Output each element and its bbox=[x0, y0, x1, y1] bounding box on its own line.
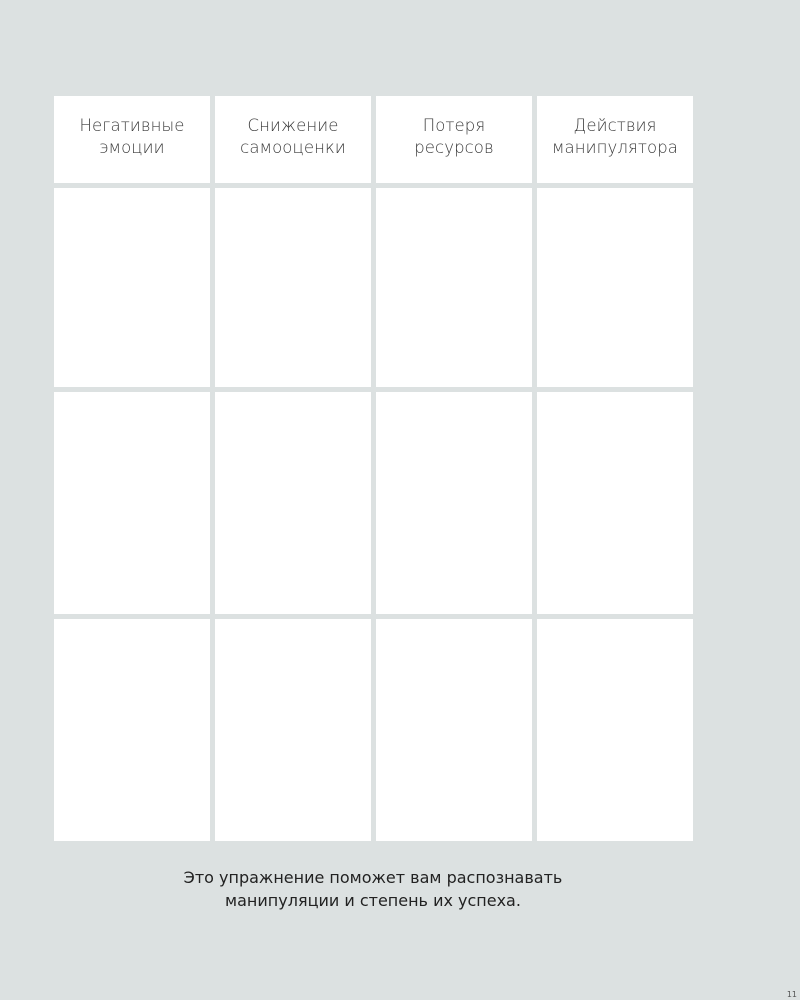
header-self-esteem-decrease: Снижение самооценки bbox=[215, 96, 371, 183]
entry-cell[interactable] bbox=[215, 619, 371, 841]
entry-cell[interactable] bbox=[215, 392, 371, 614]
exercise-caption: Это упражнение поможет вам распознавать манипуляции и степень их успеха. bbox=[183, 868, 563, 910]
page-number: 11 bbox=[786, 990, 797, 999]
entry-cell[interactable] bbox=[537, 619, 693, 841]
header-manipulator-actions: Действия манипулятора bbox=[537, 96, 693, 183]
header-negative-emotions: Негативные эмоции bbox=[54, 96, 210, 183]
header-resource-loss: Потеря ресурсов bbox=[376, 96, 532, 183]
manipulation-worksheet-table bbox=[54, 96, 694, 841]
entry-cell[interactable] bbox=[376, 392, 532, 614]
entry-cell[interactable] bbox=[376, 188, 532, 387]
entry-cell[interactable] bbox=[54, 392, 210, 614]
entry-cell[interactable] bbox=[376, 619, 532, 841]
entry-cell[interactable] bbox=[537, 188, 693, 387]
entry-cell[interactable] bbox=[54, 188, 210, 387]
entry-cell[interactable] bbox=[537, 392, 693, 614]
entry-cell[interactable] bbox=[215, 188, 371, 387]
entry-cell[interactable] bbox=[54, 619, 210, 841]
